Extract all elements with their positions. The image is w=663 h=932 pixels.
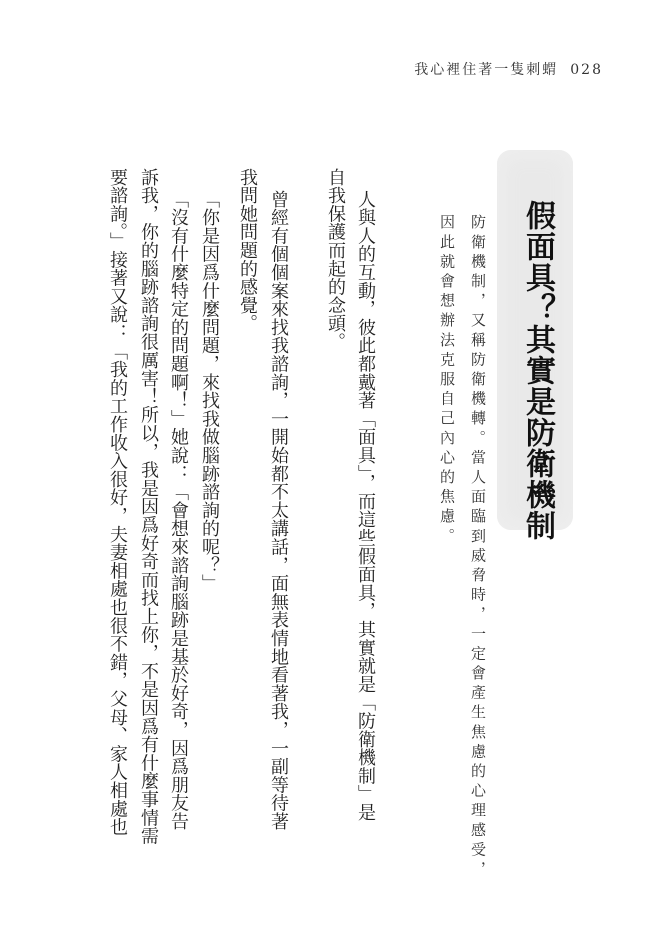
body-line-1: 人與人的互動，彼此都戴著「面具」，而這些假面具，其實就是「防衛機制」是 bbox=[355, 190, 376, 822]
subtitle-line-1: 防衛機制，又稱防衛機轉。當人面臨到威脅時，一定會產生焦慮的心理感受， bbox=[469, 214, 487, 881]
body-line-8: 要諮詢。」接著又說：「我的工作收入很好，夫妻相處也很不錯，父母、家人相處也 bbox=[107, 168, 128, 837]
body-line-5: 「你是因爲什麼問題，來找我做腦跡諮詢的呢？」 bbox=[199, 190, 220, 593]
body-line-6: 「沒有什麼特定的問題啊！」她說：「會想來諮詢腦跡是基於好奇，因爲朋友告 bbox=[168, 190, 189, 831]
body-line-3: 曾經有個個案來找我諮詢，一開始都不太講話，面無表情地看著我，一副等待著 bbox=[268, 190, 289, 831]
section-title: 假面具？其實是防衛機制 bbox=[520, 200, 555, 541]
body-line-7: 訴我，你的腦跡諮詢很厲害！所以，我是因爲好奇而找上你，不是因爲有什麼事情需 bbox=[138, 168, 159, 846]
body-line-2: 自我保護而起的念頭。 bbox=[325, 168, 346, 351]
page-number: 028 bbox=[570, 62, 603, 78]
book-title: 我心裡住著一隻刺蝟 bbox=[414, 62, 559, 78]
subtitle-line-2: 因此就會想辦法克服自己內心的焦慮。 bbox=[438, 214, 456, 548]
running-header bbox=[414, 59, 603, 79]
body-line-4: 我問她問題的感覺。 bbox=[237, 168, 258, 333]
section-title-block bbox=[497, 150, 573, 541]
